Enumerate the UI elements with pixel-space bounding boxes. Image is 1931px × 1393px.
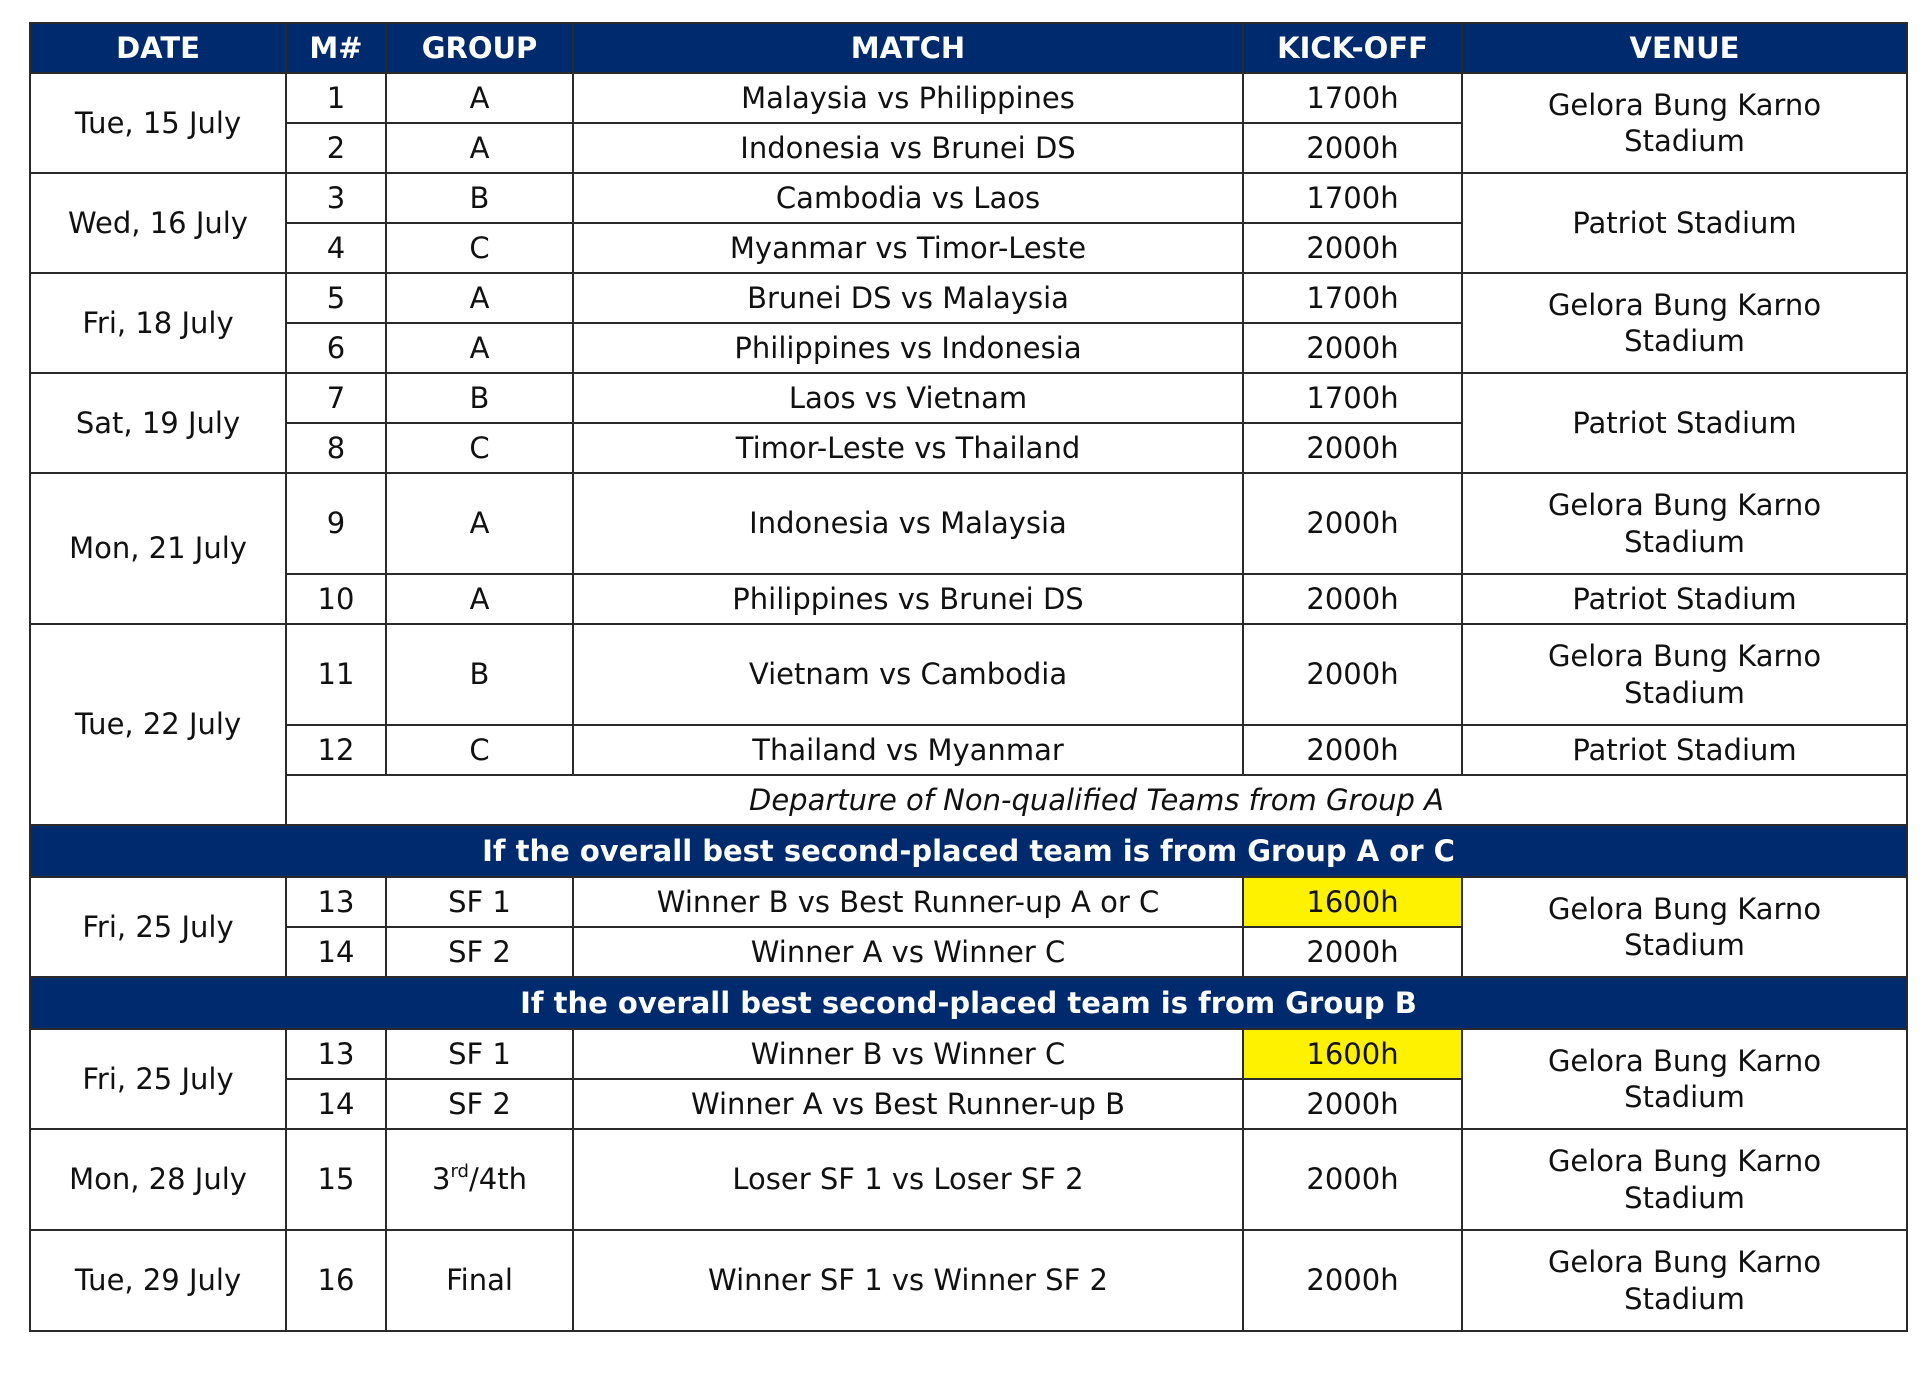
match-cell: Cambodia vs Laos	[573, 173, 1243, 223]
venue-line2: Stadium	[1624, 524, 1745, 559]
table-row	[30, 273, 1907, 323]
match-number-cell: 3	[286, 173, 386, 223]
table-row	[30, 1129, 1907, 1230]
venue-cell: Patriot Stadium	[1462, 574, 1907, 624]
date-cell: Tue, 22 July	[30, 624, 286, 825]
header-venue: VENUE	[1462, 23, 1907, 73]
venue-line2: Stadium	[1624, 675, 1745, 710]
match-number-cell: 12	[286, 725, 386, 775]
date-cell: Wed, 16 July	[30, 173, 286, 273]
group-cell: SF 1	[386, 877, 573, 927]
table-row	[30, 473, 1907, 574]
kickoff-cell: 1700h	[1243, 73, 1462, 123]
venue-cell	[1462, 73, 1907, 173]
table-row	[30, 877, 1907, 927]
venue-cell	[1462, 877, 1907, 977]
departure-note: Departure of Non-qualified Teams from Group A	[286, 775, 1907, 825]
kickoff-cell: 2000h	[1243, 1079, 1462, 1129]
table-row	[30, 173, 1907, 223]
date-cell: Mon, 21 July	[30, 473, 286, 624]
group-superscript: rd	[450, 1160, 469, 1182]
venue-line2: Stadium	[1624, 324, 1745, 358]
match-number-cell: 1	[286, 73, 386, 123]
kickoff-cell: 2000h	[1243, 1129, 1462, 1230]
match-cell: Winner B vs Best Runner-up A or C	[573, 877, 1243, 927]
date-cell: Fri, 25 July	[30, 1029, 286, 1129]
group-cell: A	[386, 73, 573, 123]
group-cell: B	[386, 624, 573, 725]
venue-cell	[1462, 1129, 1907, 1230]
match-cell: Myanmar vs Timor-Leste	[573, 223, 1243, 273]
kickoff-cell: 2000h	[1243, 323, 1462, 373]
group-rest: /4th	[468, 1162, 527, 1197]
table-row	[30, 373, 1907, 423]
match-cell: Timor-Leste vs Thailand	[573, 423, 1243, 473]
header-kickoff: KICK-OFF	[1243, 23, 1462, 73]
match-number-cell: 5	[286, 273, 386, 323]
group-cell: A	[386, 323, 573, 373]
group-cell	[386, 1129, 573, 1230]
venue-line2: Stadium	[1624, 1080, 1745, 1114]
table-row	[30, 574, 1907, 624]
table-row	[30, 725, 1907, 775]
group-cell: A	[386, 574, 573, 624]
group-cell: B	[386, 373, 573, 423]
match-cell: Indonesia vs Malaysia	[573, 473, 1243, 574]
date-cell: Tue, 29 July	[30, 1230, 286, 1331]
group-cell: Final	[386, 1230, 573, 1331]
header-match: MATCH	[573, 23, 1243, 73]
table-row	[30, 1029, 1907, 1079]
venue-cell	[1462, 1230, 1907, 1331]
group-cell: A	[386, 473, 573, 574]
kickoff-cell: 2000h	[1243, 624, 1462, 725]
match-cell: Vietnam vs Cambodia	[573, 624, 1243, 725]
table-row	[30, 624, 1907, 725]
venue-line2: Stadium	[1624, 1180, 1745, 1215]
group-cell: C	[386, 223, 573, 273]
kickoff-cell: 2000h	[1243, 725, 1462, 775]
date-cell: Mon, 28 July	[30, 1129, 286, 1230]
date-cell: Tue, 15 July	[30, 73, 286, 173]
scenario-b-banner: If the overall best second-placed team is from Group B	[30, 977, 1907, 1029]
group-cell: C	[386, 423, 573, 473]
venue-cell: Patriot Stadium	[1462, 373, 1907, 473]
venue-line1: Gelora Bung Karno	[1547, 1245, 1822, 1280]
venue-cell	[1462, 273, 1907, 373]
kickoff-cell: 2000h	[1243, 473, 1462, 574]
kickoff-cell: 2000h	[1243, 223, 1462, 273]
match-cell: Winner A vs Best Runner-up B	[573, 1079, 1243, 1129]
kickoff-cell: 2000h	[1243, 423, 1462, 473]
match-cell: Thailand vs Myanmar	[573, 725, 1243, 775]
venue-cell	[1462, 473, 1907, 574]
match-number-cell: 14	[286, 927, 386, 977]
match-number-cell: 13	[286, 1029, 386, 1079]
venue-line1: Gelora Bung Karno	[1547, 1144, 1822, 1179]
date-cell: Fri, 25 July	[30, 877, 286, 977]
match-cell: Philippines vs Indonesia	[573, 323, 1243, 373]
group-cell: A	[386, 123, 573, 173]
note-row	[30, 775, 1907, 825]
match-number-cell: 9	[286, 473, 386, 574]
group-cell: C	[386, 725, 573, 775]
group-cell: SF 2	[386, 927, 573, 977]
match-number-cell: 2	[286, 123, 386, 173]
table-row	[30, 1230, 1907, 1331]
venue-cell: Patriot Stadium	[1462, 725, 1907, 775]
header-match-number: M#	[286, 23, 386, 73]
date-cell: Fri, 18 July	[30, 273, 286, 373]
venue-line2: Stadium	[1624, 928, 1745, 962]
match-cell: Brunei DS vs Malaysia	[573, 273, 1243, 323]
header-row	[30, 23, 1907, 73]
venue-line1: Gelora Bung Karno	[1547, 287, 1822, 322]
match-number-cell: 8	[286, 423, 386, 473]
scenario-banner-row	[30, 977, 1907, 1029]
kickoff-cell: 2000h	[1243, 123, 1462, 173]
match-cell: Philippines vs Brunei DS	[573, 574, 1243, 624]
venue-line2: Stadium	[1624, 124, 1745, 158]
match-cell: Indonesia vs Brunei DS	[573, 123, 1243, 173]
match-number-cell: 4	[286, 223, 386, 273]
kickoff-cell: 1700h	[1243, 373, 1462, 423]
match-cell: Winner A vs Winner C	[573, 927, 1243, 977]
group-cell: A	[386, 273, 573, 323]
group-cell: B	[386, 173, 573, 223]
venue-line1: Gelora Bung Karno	[1547, 891, 1822, 926]
kickoff-cell: 1700h	[1243, 173, 1462, 223]
kickoff-cell: 2000h	[1243, 1230, 1462, 1331]
kickoff-cell-highlighted: 1600h	[1243, 1029, 1462, 1079]
venue-line1: Gelora Bung Karno	[1547, 1043, 1822, 1078]
match-schedule-table	[29, 22, 1908, 1332]
venue-line1: Gelora Bung Karno	[1547, 639, 1822, 674]
match-number-cell: 6	[286, 323, 386, 373]
venue-line1: Gelora Bung Karno	[1547, 87, 1822, 122]
match-number-cell: 11	[286, 624, 386, 725]
match-cell: Loser SF 1 vs Loser SF 2	[573, 1129, 1243, 1230]
group-base: 3	[432, 1162, 451, 1197]
table-row	[30, 73, 1907, 123]
match-cell: Winner B vs Winner C	[573, 1029, 1243, 1079]
venue-cell	[1462, 1029, 1907, 1129]
header-group: GROUP	[386, 23, 573, 73]
kickoff-cell: 2000h	[1243, 927, 1462, 977]
date-cell: Sat, 19 July	[30, 373, 286, 473]
venue-line1: Gelora Bung Karno	[1547, 488, 1822, 523]
venue-line2: Stadium	[1624, 1281, 1745, 1316]
kickoff-cell-highlighted: 1600h	[1243, 877, 1462, 927]
match-number-cell: 13	[286, 877, 386, 927]
venue-cell: Patriot Stadium	[1462, 173, 1907, 273]
match-cell: Laos vs Vietnam	[573, 373, 1243, 423]
header-date: DATE	[30, 23, 286, 73]
match-cell: Winner SF 1 vs Winner SF 2	[573, 1230, 1243, 1331]
match-number-cell: 7	[286, 373, 386, 423]
scenario-banner-row	[30, 825, 1907, 877]
match-cell: Malaysia vs Philippines	[573, 73, 1243, 123]
match-number-cell: 16	[286, 1230, 386, 1331]
match-number-cell: 15	[286, 1129, 386, 1230]
scenario-ac-banner: If the overall best second-placed team is from Group A or C	[30, 825, 1907, 877]
venue-cell	[1462, 624, 1907, 725]
match-number-cell: 14	[286, 1079, 386, 1129]
kickoff-cell: 2000h	[1243, 574, 1462, 624]
group-cell: SF 2	[386, 1079, 573, 1129]
kickoff-cell: 1700h	[1243, 273, 1462, 323]
match-number-cell: 10	[286, 574, 386, 624]
group-cell: SF 1	[386, 1029, 573, 1079]
